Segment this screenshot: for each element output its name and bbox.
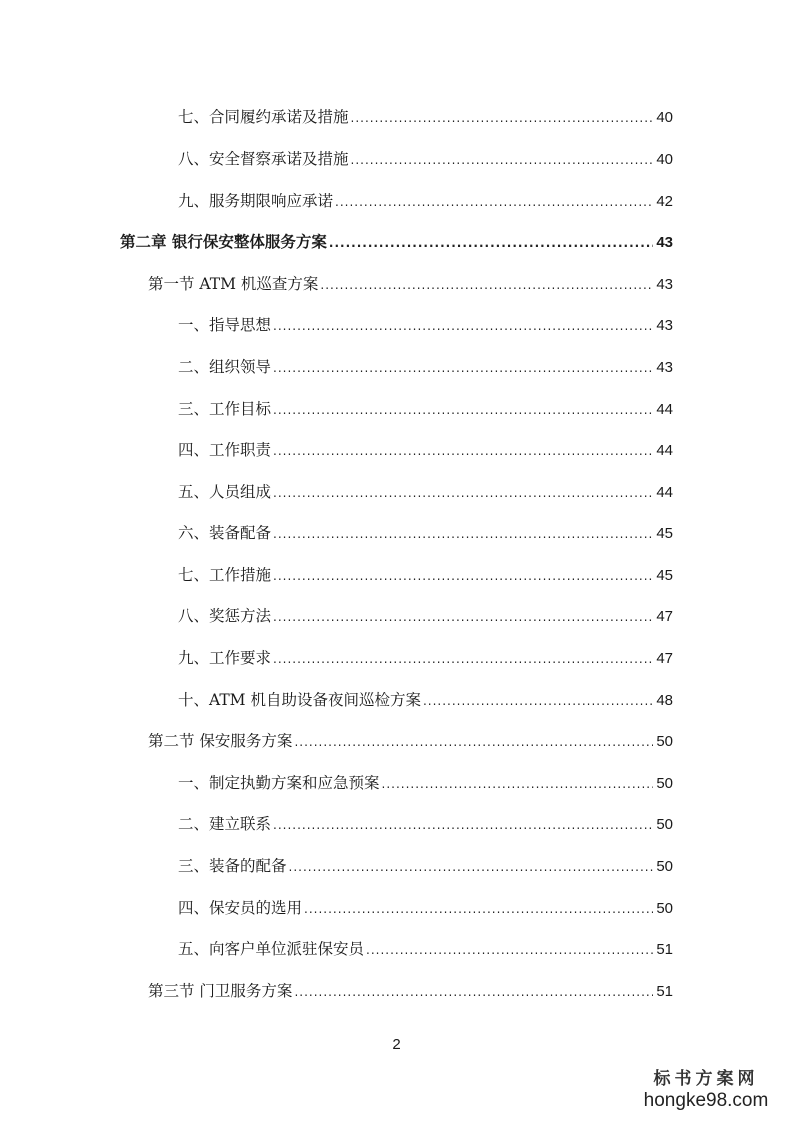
toc-section-entry[interactable]	[148, 272, 673, 296]
toc-entry-page: 43	[656, 359, 673, 376]
toc-section-entry[interactable]	[148, 979, 673, 1003]
toc-entry-title: 第一节 ATM 机巡查方案	[148, 275, 319, 293]
toc-entry-page: 50	[656, 775, 673, 792]
toc-leader-dots	[294, 730, 653, 754]
toc-entry-page: 45	[656, 525, 673, 542]
toc-entry[interactable]	[178, 688, 673, 712]
toc-entry-title: 七、合同履约承诺及措施	[178, 108, 349, 126]
page-number: 2	[392, 1036, 401, 1053]
toc-entry[interactable]	[178, 854, 673, 878]
toc-entry-title: 三、工作目标	[178, 400, 272, 418]
toc-entry-title: 八、安全督察承诺及措施	[178, 150, 349, 168]
toc-entry[interactable]	[178, 480, 673, 504]
toc-leader-dots	[273, 314, 653, 338]
toc-entry[interactable]	[178, 812, 673, 836]
toc-entry-page: 44	[656, 401, 673, 418]
toc-entry[interactable]	[178, 771, 673, 795]
toc-section-entry[interactable]	[148, 729, 673, 753]
toc-entry-title: 九、服务期限响应承诺	[178, 192, 334, 210]
toc-entry[interactable]	[178, 105, 673, 129]
toc-entry-title: 十、ATM 机自助设备夜间巡检方案	[178, 691, 421, 709]
toc-entry-title: 第二章 银行保安整体服务方案	[120, 232, 327, 251]
toc-entry-title: 七、工作措施	[178, 566, 272, 584]
toc-leader-dots	[273, 605, 653, 629]
watermark-logo	[631, 1068, 781, 1112]
toc-entry-page: 45	[656, 567, 673, 584]
toc-leader-dots	[294, 980, 653, 1004]
toc-entry-page: 50	[656, 900, 673, 917]
toc-entry-page: 50	[656, 858, 673, 875]
toc-entry-page: 43	[656, 276, 673, 293]
toc-entry-page: 47	[656, 650, 673, 667]
toc-entry-title: 一、制定执勤方案和应急预案	[178, 774, 380, 792]
toc-leader-dots	[273, 813, 653, 837]
toc-entry-title: 九、工作要求	[178, 649, 272, 667]
toc-entry-page: 42	[656, 193, 673, 210]
toc-entry-title: 六、装备配备	[178, 524, 272, 542]
watermark-site-name: 标书方案网	[653, 1069, 759, 1089]
toc-leader-dots	[366, 938, 653, 962]
toc-entry-title: 二、组织领导	[178, 358, 272, 376]
toc-leader-dots	[351, 148, 654, 172]
toc-leader-dots	[382, 772, 654, 796]
toc-entry-page: 40	[656, 151, 673, 168]
toc-entry-page: 48	[656, 692, 673, 709]
toc-leader-dots	[273, 522, 653, 546]
toc-leader-dots	[273, 647, 653, 671]
toc-entry-page: 51	[656, 941, 673, 958]
toc-entry-title: 第三节 门卫服务方案	[148, 982, 293, 1000]
toc-leader-dots	[289, 855, 654, 879]
toc-entry[interactable]	[178, 646, 673, 670]
toc-entry-title: 八、奖惩方法	[178, 607, 272, 625]
toc-entry-page: 51	[656, 983, 673, 1000]
toc-entry-page: 50	[656, 733, 673, 750]
toc-entry-page: 44	[656, 442, 673, 459]
toc-leader-dots	[273, 564, 653, 588]
toc-chapter-entry[interactable]	[120, 230, 673, 254]
toc-entry-title: 二、建立联系	[178, 815, 272, 833]
toc-entry-title: 四、保安员的选用	[178, 899, 303, 917]
toc-leader-dots	[273, 481, 653, 505]
toc-entry[interactable]	[178, 189, 673, 213]
toc-entry[interactable]	[178, 147, 673, 171]
toc-entry-page: 47	[656, 608, 673, 625]
toc-leader-dots	[273, 439, 653, 463]
toc-entry-page: 43	[656, 317, 673, 334]
toc-entry-page: 43	[656, 234, 673, 251]
toc-entry-page: 40	[656, 109, 673, 126]
toc-leader-dots	[273, 356, 653, 380]
toc-entry-title: 三、装备的配备	[178, 857, 287, 875]
toc-entry[interactable]	[178, 313, 673, 337]
toc-entry[interactable]	[178, 896, 673, 920]
toc-entry-title: 五、向客户单位派驻保安员	[178, 940, 365, 958]
toc-leader-dots	[273, 398, 653, 422]
toc-entry[interactable]	[178, 563, 673, 587]
toc-leader-dots	[304, 897, 653, 921]
toc-entry-page: 50	[656, 816, 673, 833]
toc-entry[interactable]	[178, 604, 673, 628]
toc-entry[interactable]	[178, 438, 673, 462]
toc-entry[interactable]	[178, 355, 673, 379]
toc-leader-dots	[335, 190, 653, 214]
toc-entry[interactable]	[178, 397, 673, 421]
toc-entry-page: 44	[656, 484, 673, 501]
toc-entry-title: 第二节 保安服务方案	[148, 732, 293, 750]
toc-entry-title: 一、指导思想	[178, 316, 272, 334]
watermark-url: hongke98.com	[643, 1090, 769, 1111]
toc-leader-dots	[423, 689, 653, 713]
toc-entry-title: 四、工作职责	[178, 441, 272, 459]
toc-entry[interactable]	[178, 521, 673, 545]
toc-entry[interactable]	[178, 937, 673, 961]
toc-leader-dots	[320, 273, 653, 297]
toc-leader-dots	[351, 106, 654, 130]
toc-leader-dots	[329, 231, 653, 255]
toc-entry-title: 五、人员组成	[178, 483, 272, 501]
